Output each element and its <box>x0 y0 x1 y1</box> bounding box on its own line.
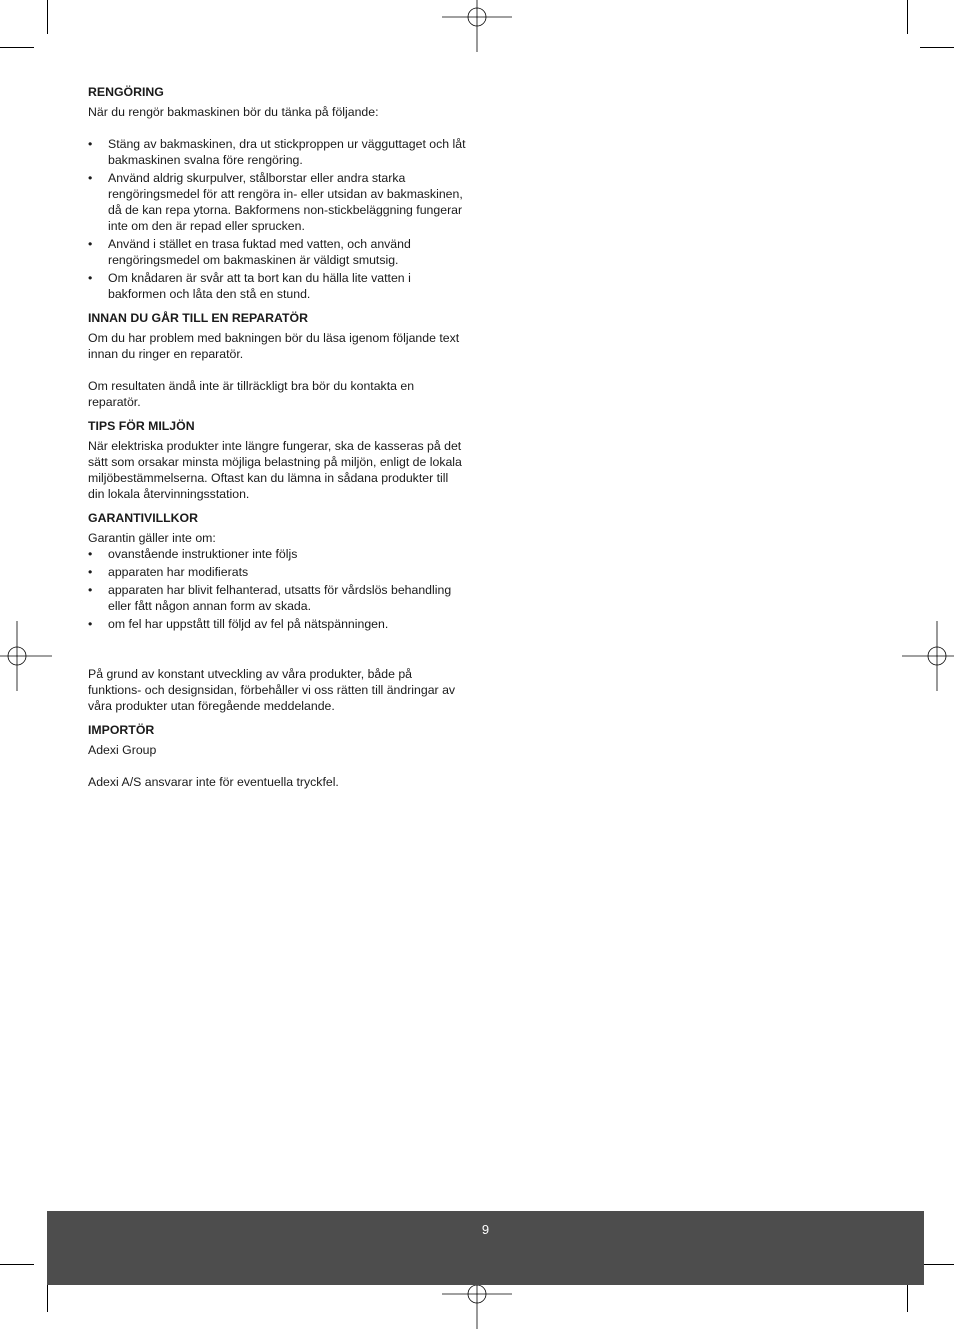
paragraph: Adexi Group <box>88 743 157 757</box>
section-title: IMPORTÖR <box>88 723 155 737</box>
document-body <box>88 84 468 790</box>
crop-mark <box>47 0 48 34</box>
list-item: • Använd i stället en trasa fuktad med vatten, och använd rengöringsmedel om bakmaskinen är väldigt smutsig. <box>88 236 468 268</box>
list-item: • apparaten har blivit felhanterad, utsatts för vårdslös behandling eller fått någon annan form av skada. <box>88 582 468 614</box>
list-item: • apparaten har modifierats <box>88 564 468 580</box>
paragraph: Om resultaten ändå inte är tillräckligt bra bör du kontakta en reparatör. <box>88 379 415 409</box>
crop-mark <box>907 0 908 34</box>
section-intro: När du rengör bakmaskinen bör du tänka på följande: <box>88 105 379 119</box>
list-item: • ovanstående instruktioner inte följs <box>88 546 468 562</box>
crop-mark <box>0 1264 34 1265</box>
bullet-list <box>88 546 468 632</box>
section-environment <box>88 418 468 502</box>
paragraph: När elektriska produkter inte längre fungerar, ska de kasseras på det sätt som orsakar minsta möjliga belastning på miljön, enligt de lokala miljöbestämmelserna. Oftast kan du lämna in sådana produkter till din lokala återvinningsstation. <box>88 439 462 501</box>
registration-mark-icon <box>902 621 954 691</box>
section-before-repair <box>88 310 468 410</box>
list-item: • Använd aldrig skurpulver, stålborstar eller andra starka rengöringsmedel för att rengöra in- eller utsidan av bakmaskinen, då de kan repa ytorna. Bakformens non-stickbeläggning fungerar inte om den är repad eller sprucken. <box>88 170 468 234</box>
crop-mark <box>920 1264 954 1265</box>
section-title: GARANTIVILLKOR <box>88 511 198 525</box>
crop-mark <box>0 47 34 48</box>
section-title: RENGÖRING <box>88 85 164 99</box>
crop-mark <box>920 47 954 48</box>
list-item: • om fel har uppstått till följd av fel på nätspänningen. <box>88 616 468 632</box>
bullet-list <box>88 136 468 302</box>
section-cleaning <box>88 84 468 302</box>
page-number: 9 <box>481 1222 490 1237</box>
section-warranty <box>88 510 468 714</box>
section-intro: Garantin gäller inte om: <box>88 531 216 545</box>
section-title: INNAN DU GÅR TILL EN REPARATÖR <box>88 311 308 325</box>
registration-mark-icon <box>0 621 52 691</box>
footer-bar <box>47 1211 924 1285</box>
paragraph: På grund av konstant utveckling av våra produkter, både på funktions- och designsidan, förbehåller vi oss rätten till ändringar av våra produkter utan föregående meddelande. <box>88 667 456 713</box>
section-title: TIPS FÖR MILJÖN <box>88 419 195 433</box>
paragraph: Adexi A/S ansvarar inte för eventuella tryckfel. <box>88 775 339 789</box>
registration-mark-icon <box>442 0 512 52</box>
list-item: • Stäng av bakmaskinen, dra ut stickproppen ur vägguttaget och låt bakmaskinen svalna före rengöring. <box>88 136 468 168</box>
section-importer <box>88 722 468 790</box>
list-item: • Om knådaren är svår att ta bort kan du hälla lite vatten i bakformen och låta den stå en stund. <box>88 270 468 302</box>
paragraph: Om du har problem med bakningen bör du läsa igenom följande text innan du ringer en reparatör. <box>88 331 460 361</box>
